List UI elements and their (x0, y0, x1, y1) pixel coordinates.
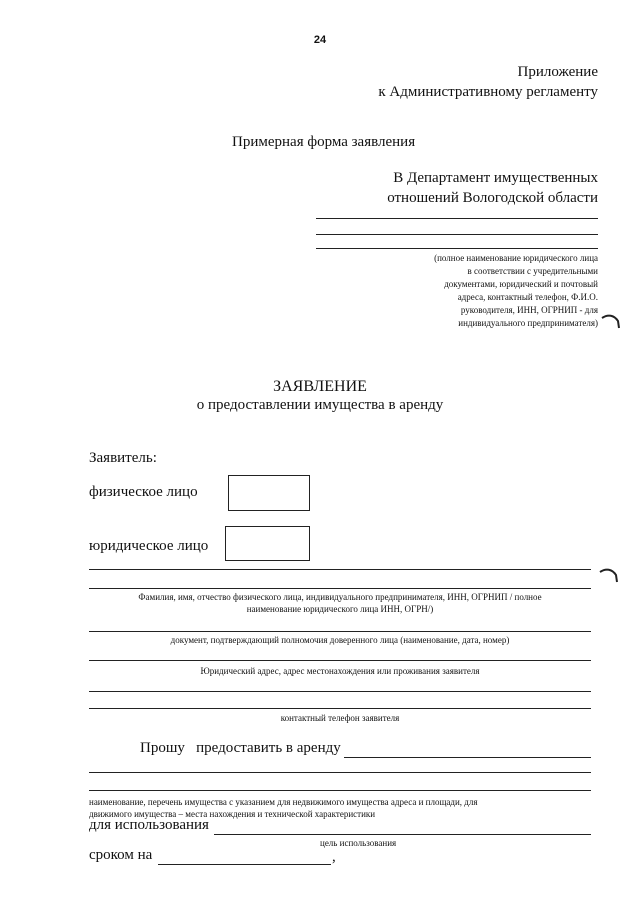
document-subtitle: о предоставлении имущества в аренду (196, 397, 444, 413)
appendix-line-2: к Административному регламенту (378, 84, 598, 100)
caption-line: Фамилия, имя, отчество физического лица, индивидуального предпринимателя, ИНН, ОГРНИП / полное (138, 592, 542, 602)
addressee-note-line: индивидуального предпринимателя) (458, 318, 598, 328)
property-line[interactable] (89, 790, 591, 791)
purpose-line[interactable] (214, 834, 591, 835)
appendix-line-1: Приложение (517, 64, 598, 80)
purpose-caption: цель использования (320, 838, 397, 848)
individual-label: физическое лицо (89, 484, 198, 500)
authority-doc-line[interactable] (89, 631, 591, 632)
addressee-note-line: адреса, контактный телефон, Ф.И.О. (457, 292, 598, 302)
caption-line: движимого имущества – места нахождения и технической характеристики (89, 809, 376, 819)
term-label: сроком на (89, 847, 153, 863)
address-line[interactable] (89, 691, 591, 692)
page-number: 24 (313, 34, 327, 46)
form-caption: Примерная форма заявления (232, 134, 416, 150)
individual-checkbox[interactable] (228, 475, 310, 511)
addressee-line-a (316, 218, 598, 219)
appendix-header (238, 62, 598, 102)
addressee-note-line: руководителя, ИНН, ОГРНИП - для (460, 305, 598, 315)
addressee-note-line: в соответствии с учредительными (467, 266, 598, 276)
addressee-line-b (316, 234, 598, 235)
address-caption: Юридический адрес, адрес местонахождения или проживания заявителя (200, 666, 480, 676)
authority-doc-caption: документ, подтверждающий полномочия доверенного лица (наименование, дата, номер) (170, 635, 510, 645)
addressee-note-line: (полное наименование юридического лица (434, 253, 598, 263)
addressee-note (318, 252, 598, 330)
binder-mark-icon (600, 312, 622, 330)
phone-line[interactable] (89, 708, 591, 709)
addressee (238, 168, 598, 208)
request-text: Прошу предоставить в аренду (140, 740, 341, 756)
addressee-line-2: отношений Вологодской области (387, 190, 598, 206)
applicant-label: Заявитель: (89, 450, 157, 466)
applicant-name-line[interactable] (89, 588, 591, 589)
applicant-name-line[interactable] (89, 569, 591, 570)
caption-line: наименование юридического лица ИНН, ОГРН/) (246, 604, 434, 614)
request-property-line[interactable] (344, 757, 591, 758)
legal-entity-checkbox[interactable] (225, 526, 310, 561)
binder-mark-icon (598, 566, 620, 584)
term-line[interactable] (158, 864, 331, 865)
addressee-line-1: В Департамент имущественных (393, 170, 598, 186)
document-title: ЗАЯВЛЕНИЕ (273, 378, 367, 395)
purpose-label: для использования (89, 817, 209, 833)
address-line[interactable] (89, 660, 591, 661)
phone-caption: контактный телефон заявителя (280, 713, 400, 723)
addressee-line-c (316, 248, 598, 249)
addressee-note-line: документами, юридический и почтовый (444, 279, 598, 289)
applicant-name-caption (89, 591, 591, 615)
legal-entity-label: юридическое лицо (89, 538, 209, 554)
term-comma: , (332, 849, 336, 865)
caption-line: наименование, перечень имущества с указанием для недвижимого имущества адреса и площади, для (89, 797, 478, 807)
property-line[interactable] (89, 772, 591, 773)
